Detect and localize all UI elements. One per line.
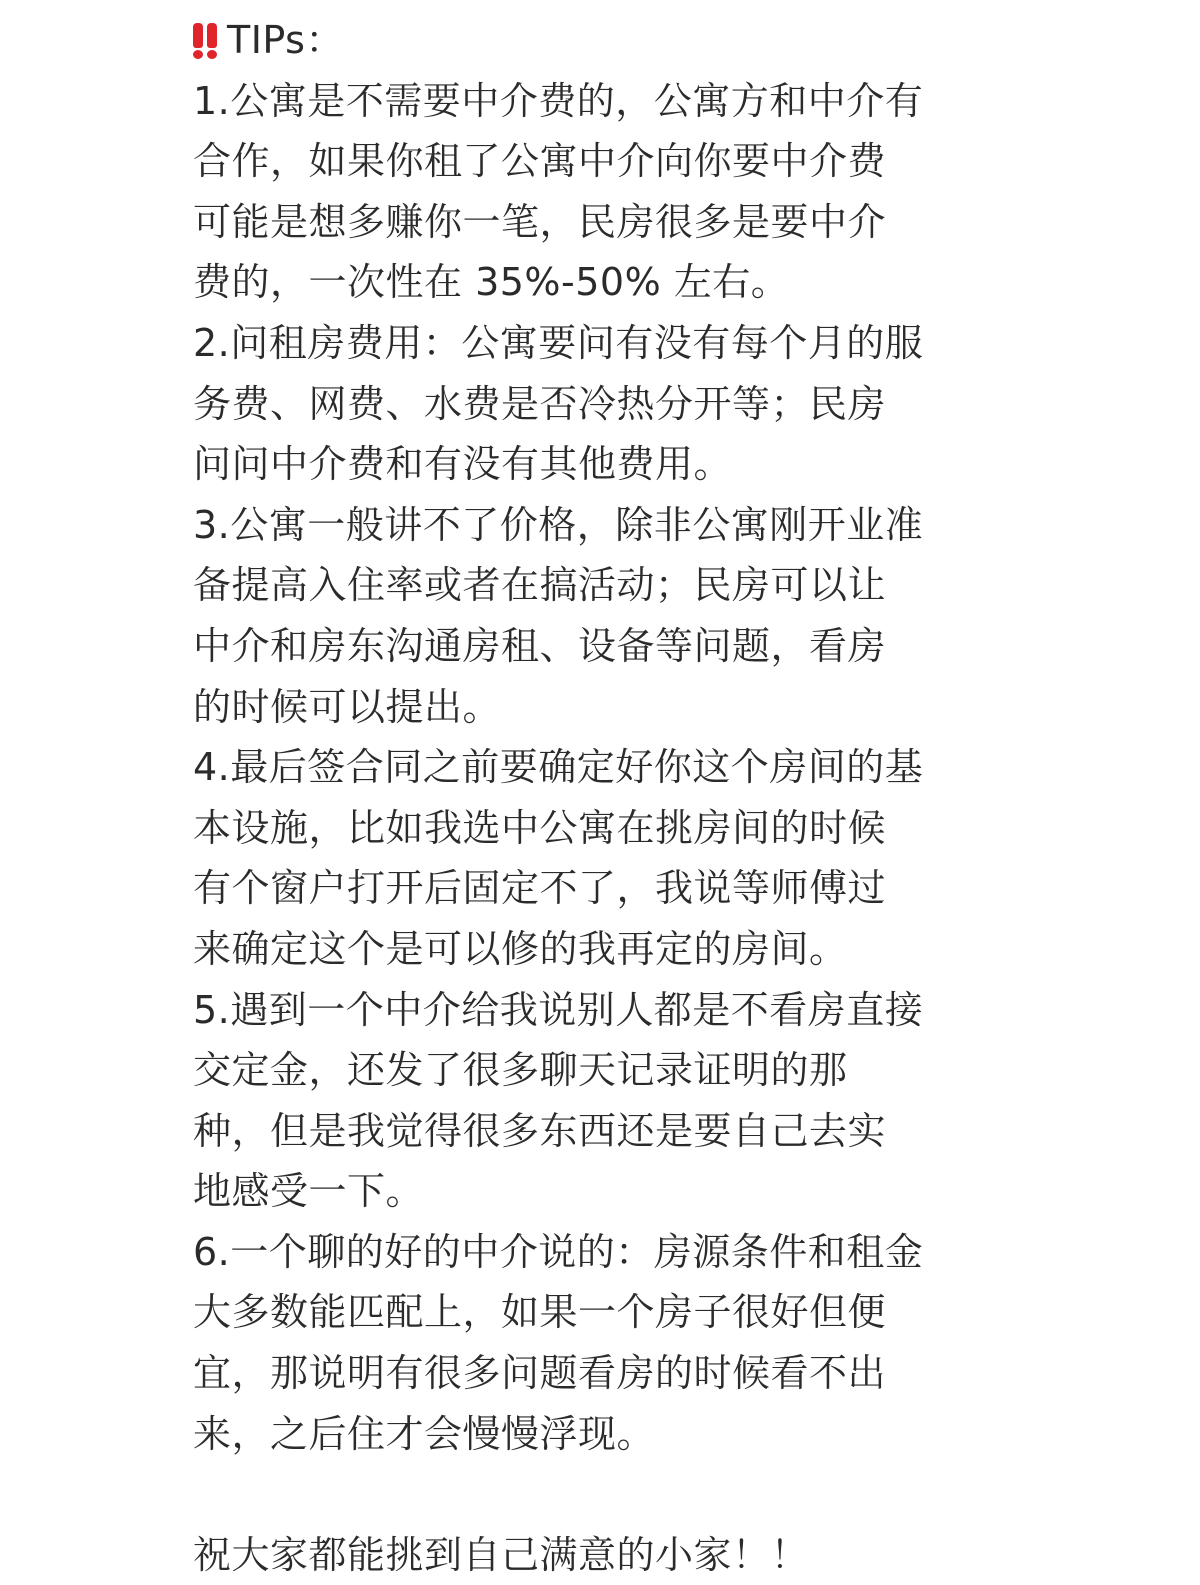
tip-5-line-3: 种，但是我觉得很多东西还是要自己去实 (193, 1108, 887, 1153)
tip-1-line-3: 可能是想多赚你一笔，民房很多是要中介 (193, 199, 887, 244)
tip-1-line-1: 1.公寓是不需要中介费的，公寓方和中介有 (193, 78, 924, 123)
tip-3-line-2: 备提高入住率或者在搞活动；民房可以让 (193, 563, 887, 608)
tip-6-line-3: 宜，那说明有很多问题看房的时候看不出 (193, 1351, 887, 1396)
tip-6-line-4: 来，之后住才会慢慢浮现。 (193, 1411, 656, 1456)
tip-2-line-1: 2.问租房费用：公寓要问有没有每个月的服 (193, 320, 924, 365)
closing-line: 祝大家都能挑到自己满意的小家！！ (193, 1532, 810, 1577)
tip-4-line-3: 有个窗户打开后固定不了，我说等师傅过 (193, 866, 887, 911)
tip-4-line-1: 4.最后签合同之前要确定好你这个房间的基 (193, 745, 924, 790)
tip-1-line-4: 费的，一次性在 35%-50% 左右。 (193, 260, 790, 305)
tips-document (193, 10, 1173, 1585)
tips-heading (193, 10, 1173, 71)
tip-5-line-2: 交定金，还发了很多聊天记录证明的那 (193, 1048, 848, 1093)
tip-3-line-3: 中介和房东沟通房租、设备等问题，看房 (193, 623, 887, 668)
blank-line (193, 1464, 1173, 1525)
tips-label: TIPs： (227, 18, 344, 62)
double-exclamation-icon (193, 21, 221, 59)
tip-3-line-4: 的时候可以提出。 (193, 684, 502, 729)
tip-4-line-2: 本设施，比如我选中公寓在挑房间的时候 (193, 805, 887, 850)
tip-6-line-2: 大多数能匹配上，如果一个房子很好但便 (193, 1290, 887, 1335)
tip-4-line-4: 来确定这个是可以修的我再定的房间。 (193, 926, 848, 971)
tip-3-line-1: 3.公寓一般讲不了价格，除非公寓刚开业准 (193, 502, 924, 547)
tip-5-line-1: 5.遇到一个中介给我说别人都是不看房直接 (193, 987, 924, 1032)
tip-6-line-1: 6.一个聊的好的中介说的：房源条件和租金 (193, 1229, 924, 1274)
tip-1-line-2: 合作，如果你租了公寓中介向你要中介费 (193, 139, 887, 184)
tip-5-line-4: 地感受一下。 (193, 1169, 425, 1214)
tip-2-line-3: 问问中介费和有没有其他费用。 (193, 442, 733, 487)
tip-2-line-2: 务费、网费、水费是否冷热分开等；民房 (193, 381, 887, 426)
